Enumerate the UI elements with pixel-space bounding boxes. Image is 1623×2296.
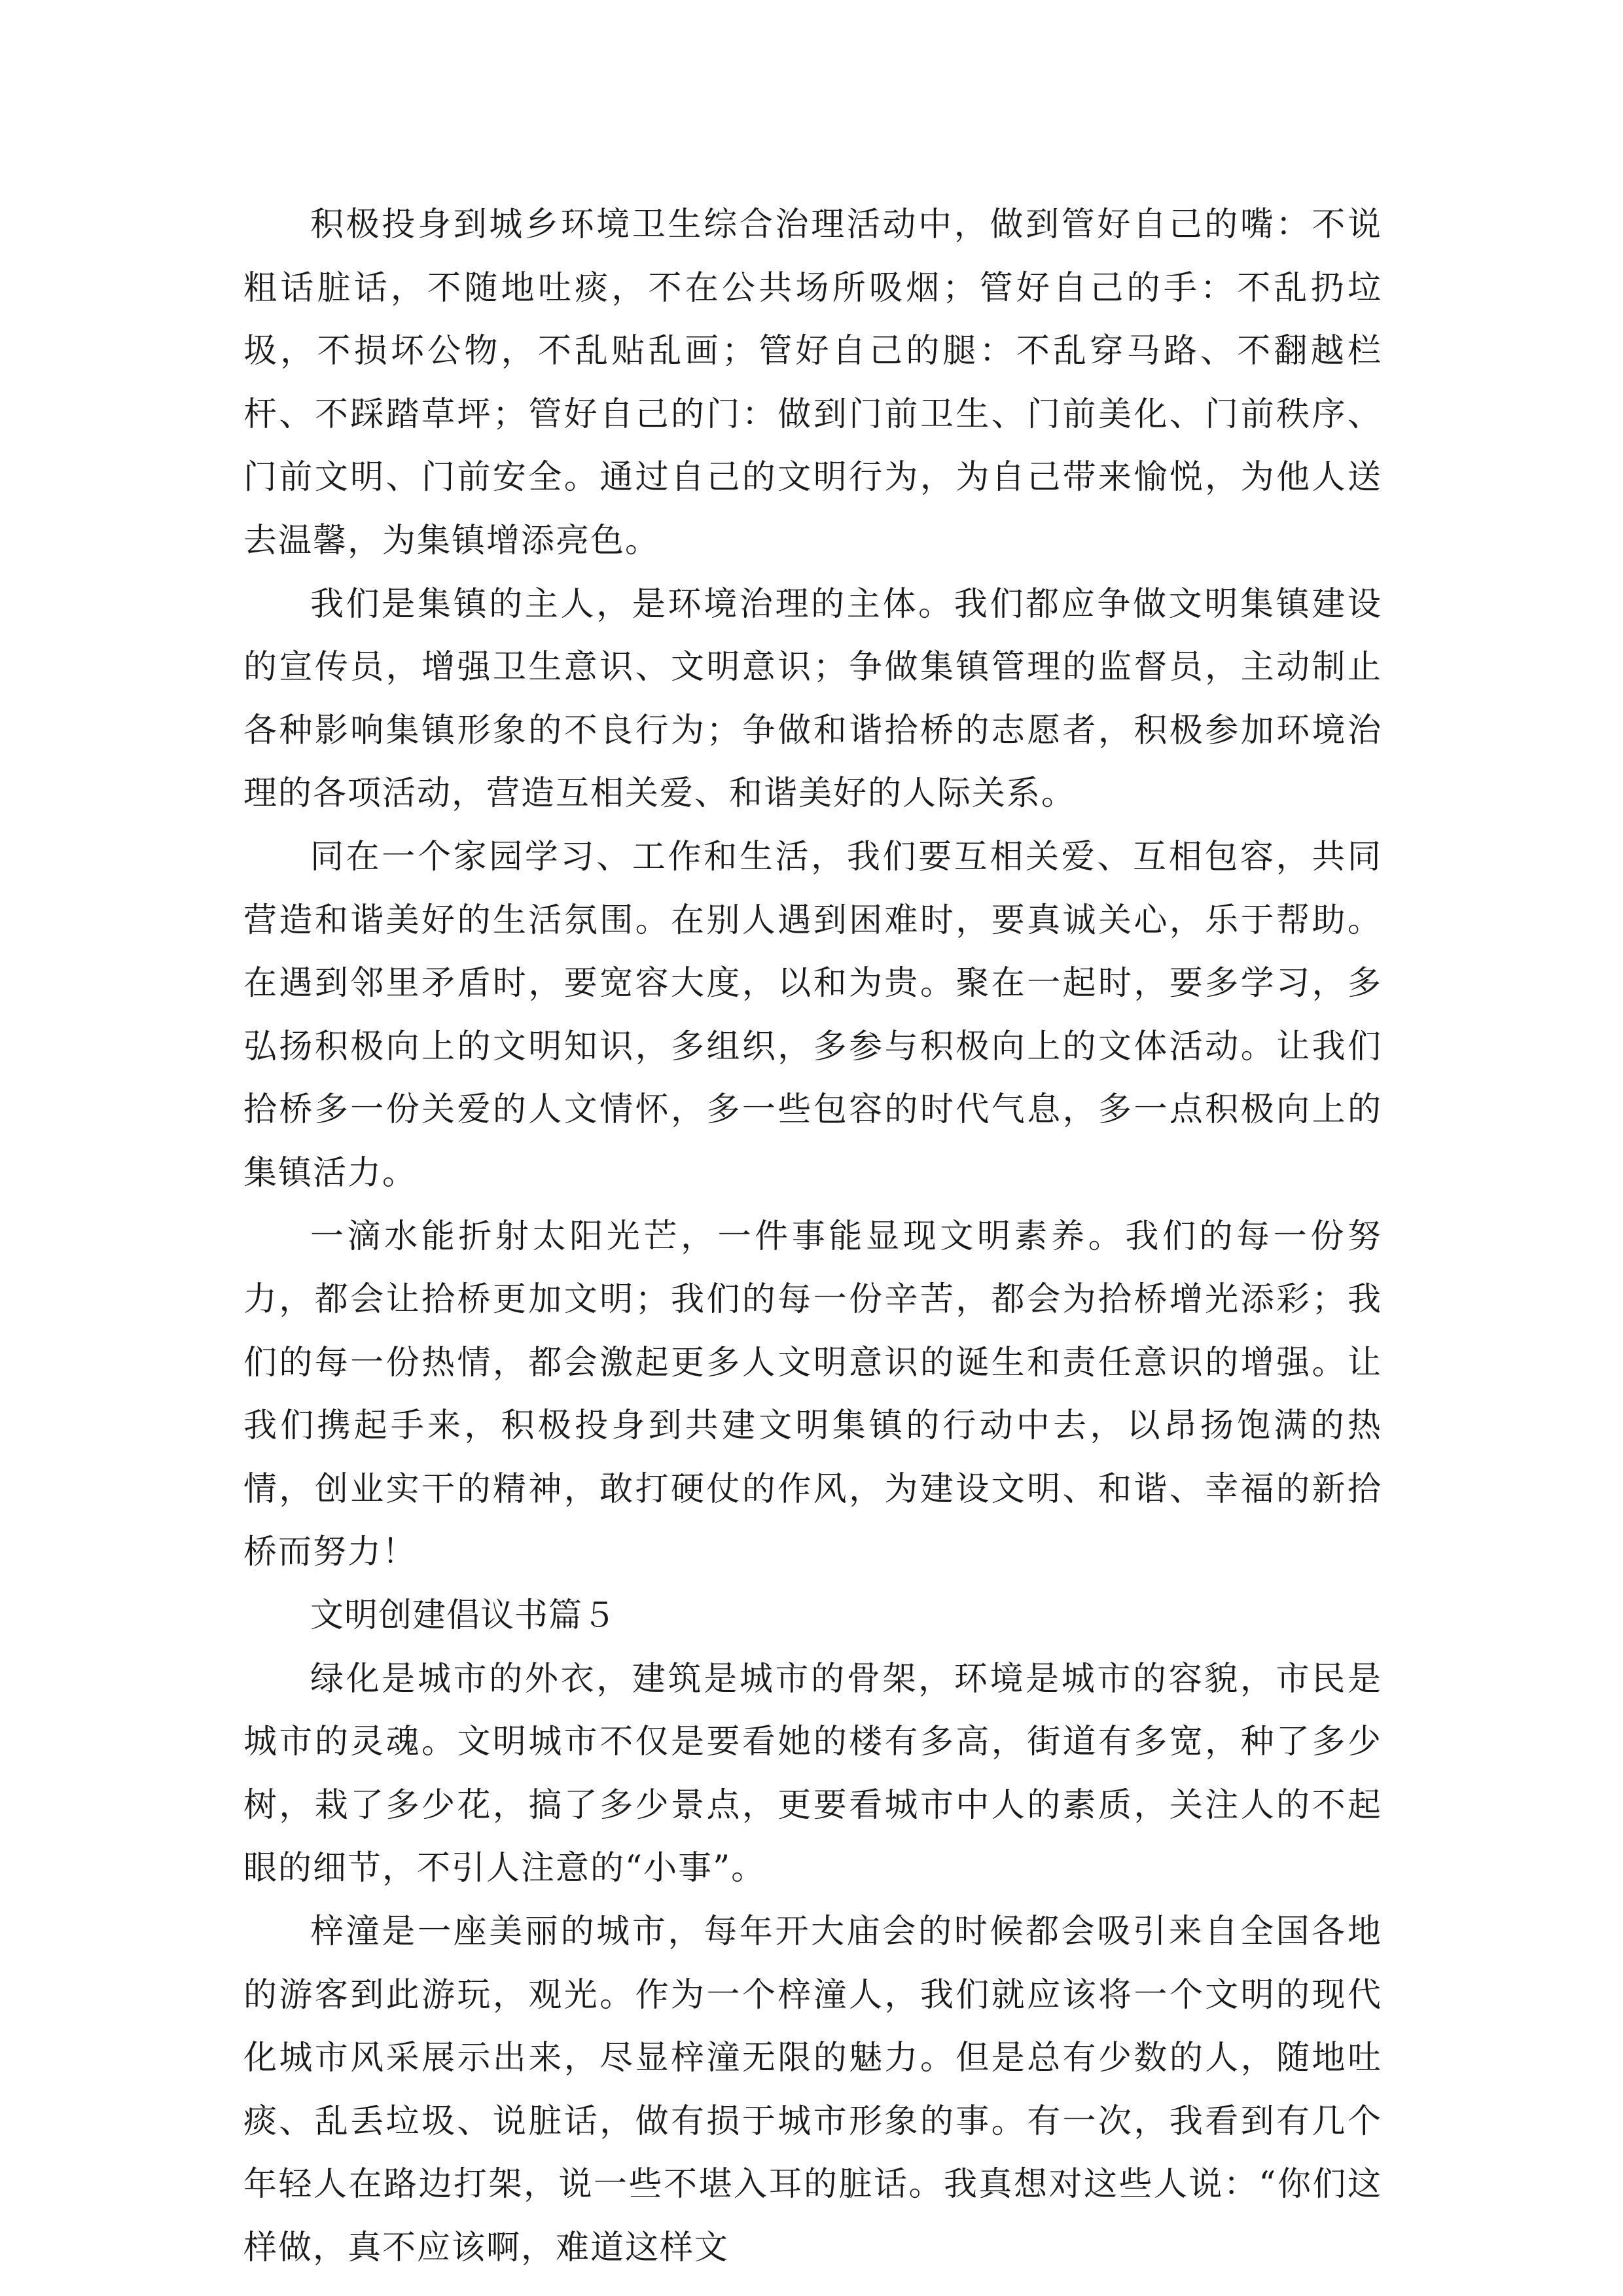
paragraph-2: 我们是集镇的主人，是环境治理的主体。我们都应争做文明集镇建设的宣传员，增强卫生意识、文明意识；争做集镇管理的监督员，主动制止各种影响集镇形象的不良行为；争做和谐拾桥的志愿者，积极参加环境治理的各项活动，营造互相关爱、和谐美好的人际关系。 (243, 584, 1382, 814)
paragraph-1: 积极投身到城乡环境卫生综合治理活动中，做到管好自己的嘴：不说粗话脏话，不随地吐痰，不在公共场所吸烟；管好自己的手：不乱扔垃圾，不损坏公物，不乱贴乱画；管好自己的腿：不乱穿马路、不翻越栏杆、不踩踏草坪；管好自己的门：做到门前卫生、门前美化、门前秩序、门前文明、门前安全。通过自己的文明行为，为自己带来愉悦，为他人送去温馨，为集镇增添亮色。 (243, 206, 1382, 560)
section-heading: 文明创建倡议书篇５ (310, 1596, 617, 1636)
section-paragraph-1: 绿化是城市的外衣，建筑是城市的骨架，环境是城市的容貌，市民是城市的灵魂。文明城市不仅是要看她的楼有多高，街道有多宽，种了多少树，栽了多少花，搞了多少景点，更要看城市中人的素质，关注人的不起眼的细节，不引人注意的“小事”。 (243, 1659, 1382, 1888)
paragraph-3: 同在一个家园学习、工作和生活，我们要互相关爱、互相包容，共同营造和谐美好的生活氛围。在别人遇到困难时，要真诚关心，乐于帮助。在遇到邻里矛盾时，要宽容大度，以和为贵。聚在一起时，要多学习，多弘扬积极向上的文明知识，多组织，多参与积极向上的文体活动。让我们拾桥多一份关爱的人文情怀，多一些包容的时代气息，多一点积极向上的集镇活力。 (243, 837, 1382, 1193)
paragraph-4: 一滴水能折射太阳光芒，一件事能显现文明素养。我们的每一份努力，都会让拾桥更加文明；我们的每一份辛苦，都会为拾桥增光添彩；我们的每一份热情，都会激起更多人文明意识的诞生和责任意识的增强。让我们携起手来，积极投身到共建文明集镇的行动中去，以昂扬饱满的热情，创业实干的精神，敢打硬仗的作风，为建设文明、和谐、幸福的新拾桥而努力！ (243, 1217, 1382, 1572)
document-body (243, 194, 1382, 2280)
section-paragraph-2: 梓潼是一座美丽的城市，每年开大庙会的时候都会吸引来自全国各地的游客到此游玩，观光。作为一个梓潼人，我们就应该将一个文明的现代化城市风采展示出来，尽显梓潼无限的魅力。但是总有少数的人，随地吐痰、乱丢垃圾、说脏话，做有损于城市形象的事。有一次，我看到有几个年轻人在路边打架，说一些不堪入耳的脏话。我真想对这些人说：“你们这样做，真不应该啊，难道这样文 (243, 1912, 1382, 2267)
